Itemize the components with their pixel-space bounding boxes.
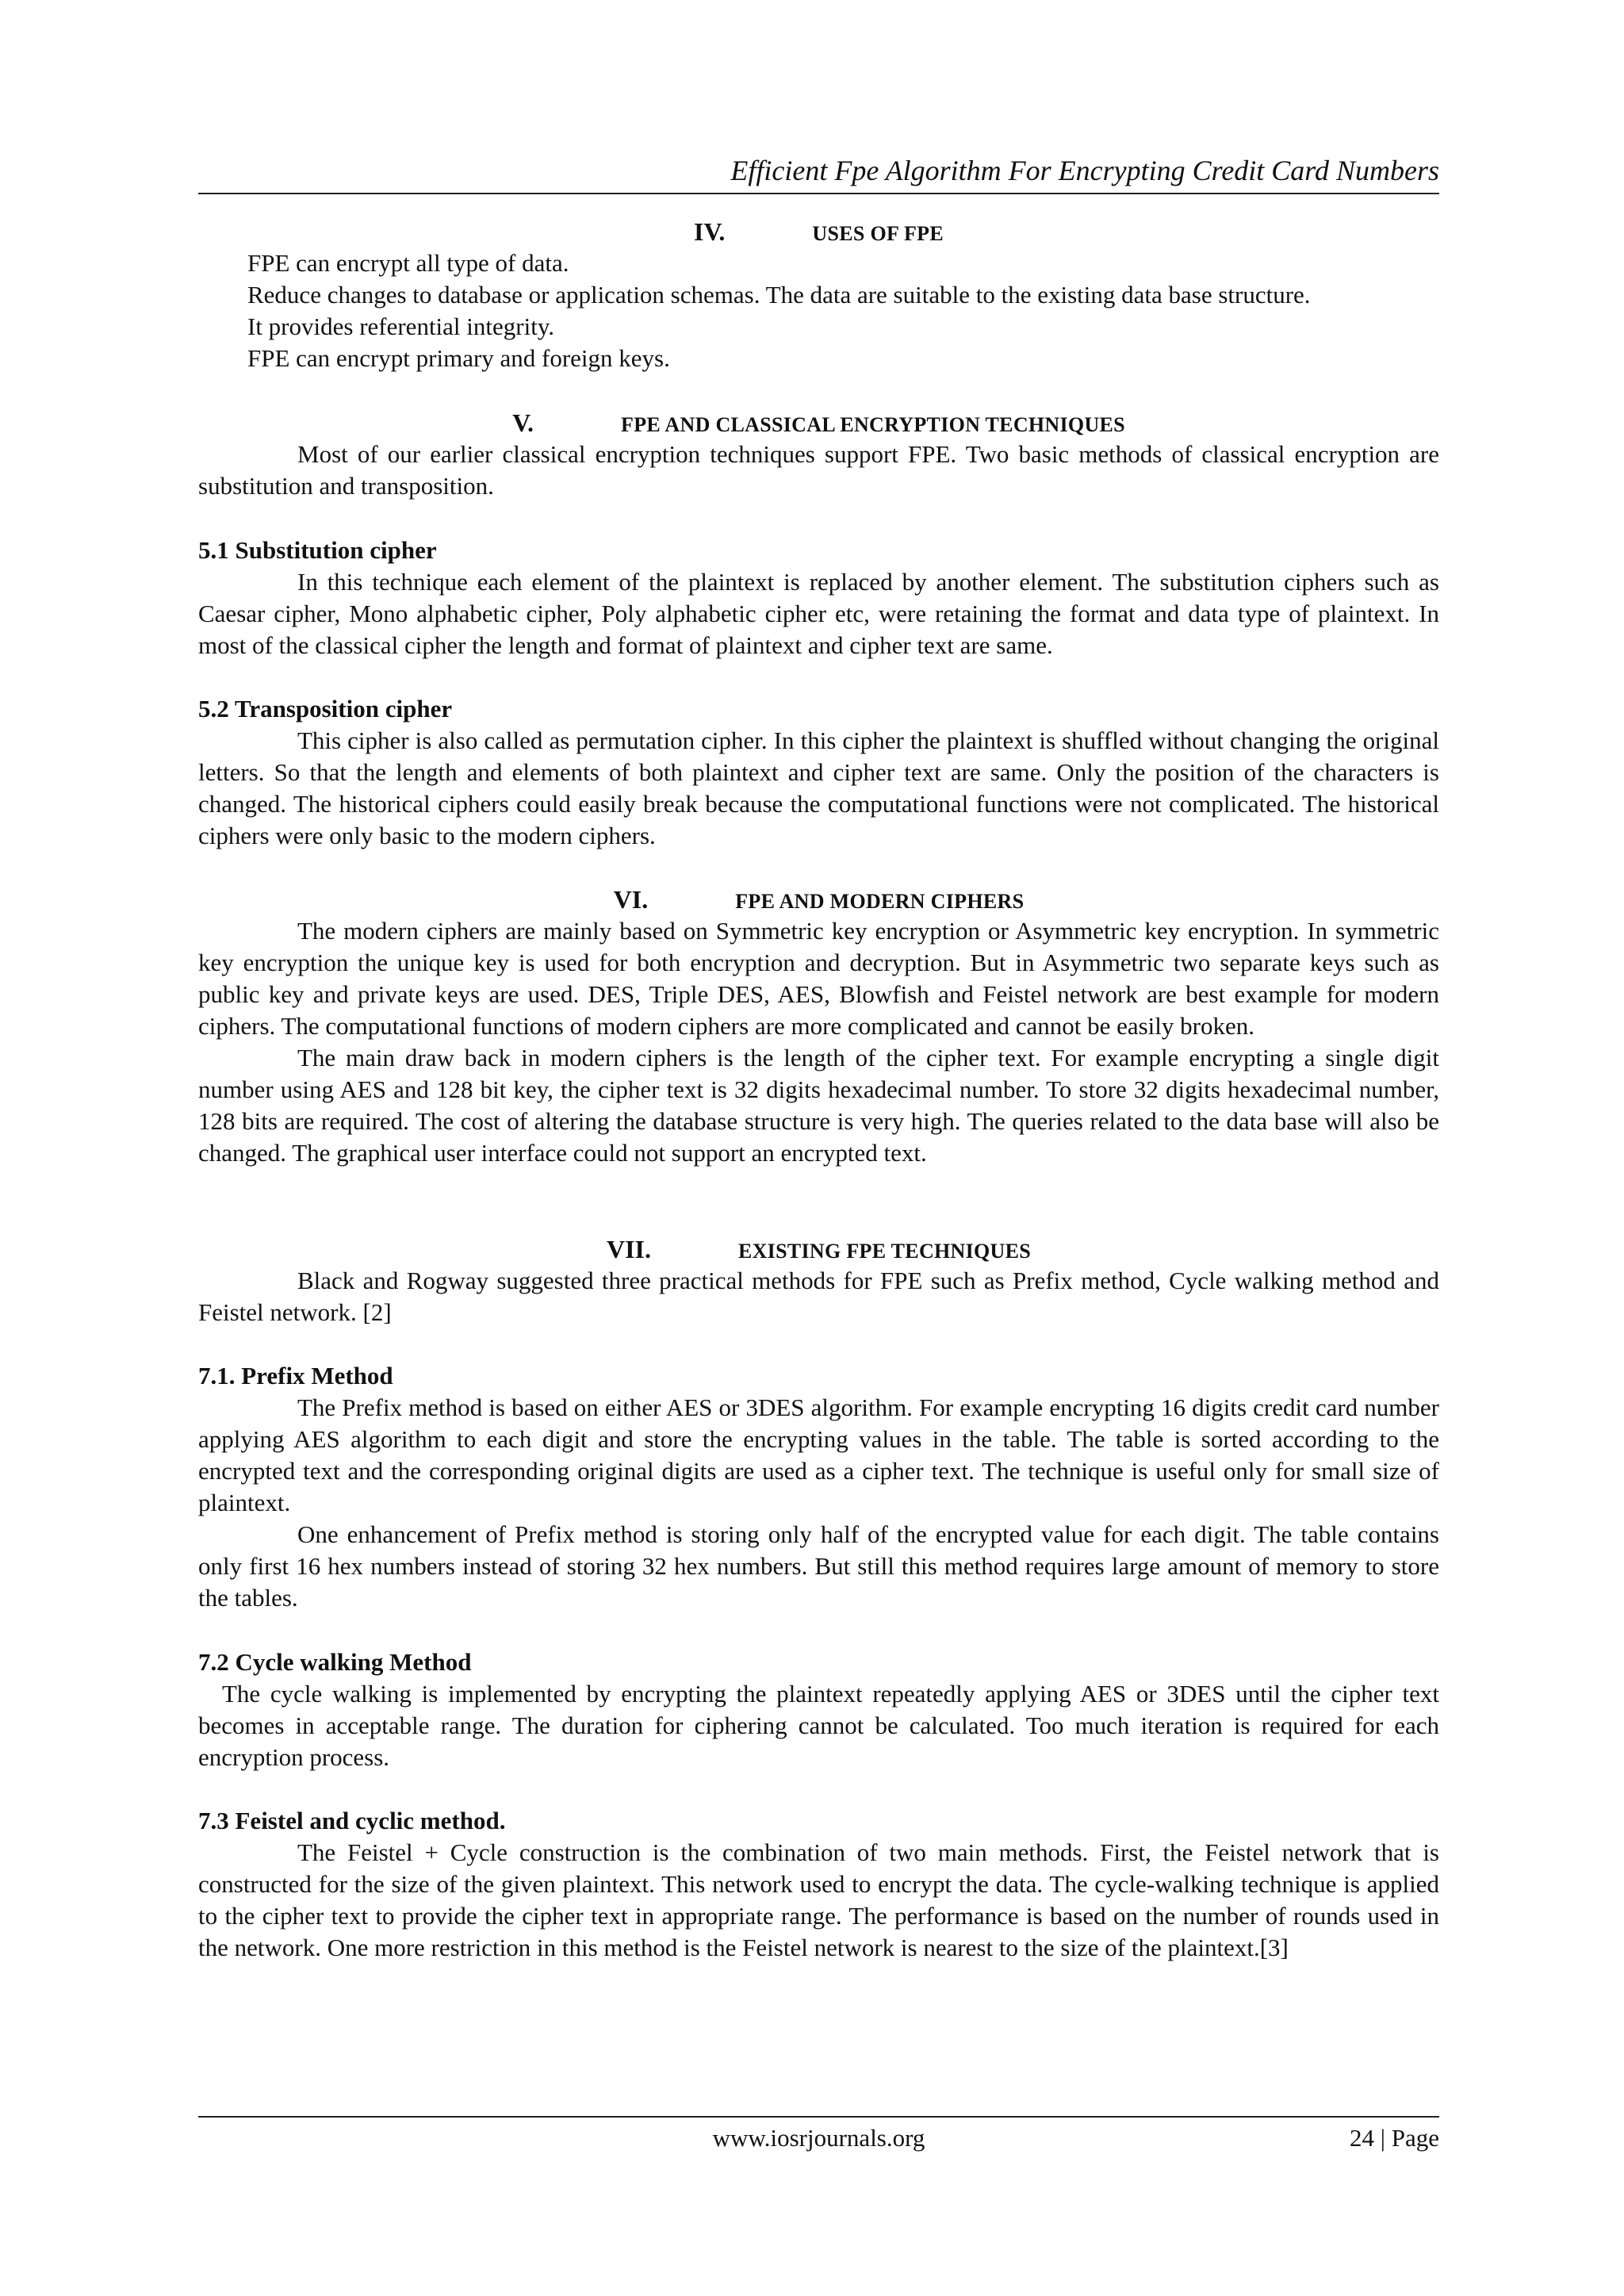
subsection-title: 7.3 Feistel and cyclic method.	[198, 1807, 506, 1834]
paragraph: In this technique each element of the plaintext is replaced by another element. The substitution ciphers such as Caesar cipher, Mono alphabetic cipher, Poly alphabetic cipher etc, were retaining the format and data type of plaintext. In most of the classical cipher the length and format of plaintext and cipher text are same.	[198, 568, 1439, 659]
subsection-body	[198, 566, 1439, 661]
section-number: V.	[512, 408, 534, 437]
footer-rule	[198, 2116, 1439, 2118]
page-number: 24 | Page	[1350, 2124, 1439, 2152]
paragraph: The main draw back in modern ciphers is the length of the cipher text. For example encrypting a single digit number using AES and 128 bit key, the cipher text is 32 digits hexadecimal number. To store 32 digits hexadecimal number, 128 bits are required. The cost of altering the database structure is very high. The queries related to the data base will also be changed. The graphical user interface could not support an encrypted text.	[198, 1044, 1439, 1167]
subsection-body	[198, 1392, 1439, 1614]
header-rule	[198, 193, 1439, 194]
paragraph: This cipher is also called as permutation cipher. In this cipher the plaintext is shuffled without changing the original letters. So that the length and elements of both plaintext and cipher text are same. Only the position of the characters is changed. The historical ciphers could easily break because the computational functions were not complicated. The historical ciphers were only basic to the modern ciphers.	[198, 726, 1439, 849]
subsection-title: 7.2 Cycle walking Method	[198, 1648, 472, 1676]
running-title: Efficient Fpe Algorithm For Encrypting Credit Card Numbers	[730, 155, 1439, 186]
subsection-title: 5.2 Transposition cipher	[198, 695, 453, 723]
subsection-body	[198, 725, 1439, 852]
list-item: FPE can encrypt all type of data.	[247, 249, 569, 277]
paragraph: The Prefix method is based on either AES or 3DES algorithm. For example encrypting 16 digits credit card number applying AES algorithm to each digit and store the encrypting values in the table. The table is sorted according to the encrypted text and the corresponding original digits are used as a cipher text. The technique is useful only for small size of plaintext.	[198, 1393, 1439, 1516]
uses-list	[198, 247, 1439, 374]
section-number: VII.	[606, 1235, 651, 1263]
paragraph: Black and Rogway suggested three practical methods for FPE such as Prefix method, Cycle walking method and Feistel network. [2]	[198, 1267, 1439, 1326]
subsection-title: 5.1 Substitution cipher	[198, 536, 437, 564]
section-v-body	[198, 439, 1439, 502]
subsection-body	[198, 1837, 1439, 1964]
paragraph: One enhancement of Prefix method is storing only half of the encrypted value for each digit. The table contains only first 16 hex numbers instead of storing 32 hex numbers. But still this method requires large amount of memory to store the tables.	[198, 1520, 1439, 1612]
section-vi-body	[198, 915, 1439, 1169]
section-title: USES OF FPE	[812, 222, 944, 245]
section-vii-body	[198, 1265, 1439, 1328]
list-item: Reduce changes to database or application schemas. The data are suitable to the existing data base structure.	[247, 281, 1311, 309]
paragraph: Most of our earlier classical encryption techniques support FPE. Two basic methods of classical encryption are substitution and transposition.	[198, 440, 1439, 500]
list-item: It provides referential integrity.	[247, 312, 555, 340]
section-title: FPE AND MODERN CIPHERS	[735, 890, 1025, 913]
paragraph: The Feistel + Cycle construction is the combination of two main methods. First, the Feistel network that is constructed for the size of the given plaintext. This network used to encrypt the data. The cycle-walking technique is applied to the cipher text to provide the cipher text in appropriate range. The performance is based on the number of rounds used in the network. One more restriction in this method is the Feistel network is nearest to the size of the plaintext.[3]	[198, 1838, 1439, 1961]
section-heading-iv	[198, 216, 1439, 250]
section-title: EXISTING FPE TECHNIQUES	[737, 1240, 1032, 1263]
section-heading-vi	[198, 884, 1439, 918]
paragraph: The cycle walking is implemented by encrypting the plaintext repeatedly applying AES or 3DES until the cipher text becomes in acceptable range. The duration for ciphering cannot be calculated. Too much iteration is required for each encryption process.	[198, 1680, 1439, 1771]
paragraph: The modern ciphers are mainly based on Symmetric key encryption or Asymmetric key encryption. In symmetric key encryption the unique key is used for both encryption and decryption. But in Asymmetric two separate keys such as public key and private keys are used. DES, Triple DES, AES, Blowfish and Feistel network are best example for modern ciphers. The computational functions of modern ciphers are more complicated and cannot be easily broken.	[198, 917, 1439, 1040]
section-heading-v	[198, 407, 1439, 441]
section-number: VI.	[613, 885, 649, 914]
section-number: IV.	[693, 217, 726, 246]
list-item: FPE can encrypt primary and foreign keys.	[247, 344, 670, 372]
subsection-title: 7.1. Prefix Method	[198, 1362, 393, 1389]
journal-url: www.iosrjournals.org	[712, 2124, 925, 2152]
subsection-body	[198, 1678, 1439, 1773]
section-title: FPE AND CLASSICAL ENCRYPTION TECHNIQUES	[621, 413, 1125, 436]
section-heading-vii	[198, 1233, 1439, 1267]
